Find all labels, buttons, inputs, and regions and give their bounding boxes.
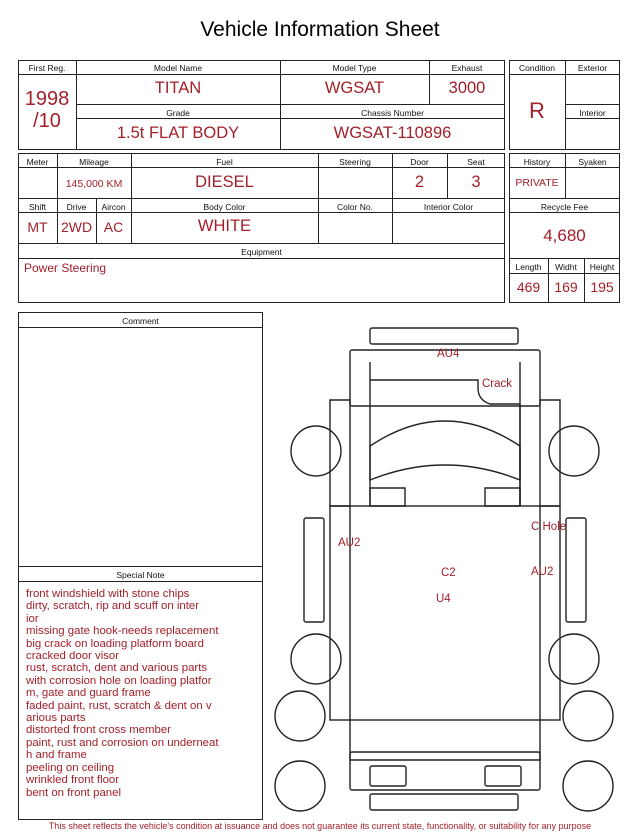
recycle-fee-value: 4,680: [543, 226, 586, 245]
height-label: Height: [589, 262, 615, 272]
chassis-number-label: Chassis Number: [361, 108, 424, 118]
special-note-line: distorted front cross member: [26, 724, 171, 737]
seat-label: Seat: [467, 157, 485, 167]
special-note-list: [26, 588, 219, 799]
steering-label: Steering: [339, 157, 371, 167]
special-note-line: with corrosion hole on loading platfor: [26, 674, 212, 687]
special-note-line: m, gate and guard frame: [26, 687, 151, 700]
special-note-line: h and frame: [26, 749, 87, 762]
shift-value: MT: [27, 219, 48, 235]
shift-label: Shift: [28, 202, 46, 212]
special-note-line: faded paint, rust, scratch & dent on v: [26, 699, 212, 712]
color-no-label: Color No.: [337, 202, 373, 212]
grade-value: 1.5t FLAT BODY: [116, 124, 240, 142]
exterior-label: Exterior: [577, 63, 608, 73]
special-note-label: Special Note: [116, 570, 165, 580]
rear-right-light: [485, 766, 521, 786]
first-reg-year: 1998: [24, 88, 70, 110]
mark-au2-left: AU2: [338, 537, 361, 549]
special-note-line: bent on front panel: [26, 786, 121, 799]
equipment-label: Equipment: [241, 247, 282, 257]
drive-value: 2WD: [60, 219, 93, 235]
special-note-line: big crack on loading platform board: [26, 637, 204, 650]
fuel-value: DIESEL: [195, 173, 254, 191]
page-title: Vehicle Information Sheet: [200, 18, 440, 41]
rear-bumper: [370, 794, 518, 810]
mark-c2: C2: [441, 567, 456, 579]
special-note-line: cracked door visor: [26, 650, 120, 663]
special-note-line: missing gate hook-needs replacement: [26, 625, 219, 638]
syaken-label: Syaken: [578, 157, 607, 167]
model-type-value: WGSAT: [324, 79, 385, 97]
disclaimer-footer: This sheet reflects the vehicle's condition at issuance and does not guarantee its current state, functionality, or suitability for any purpose: [48, 821, 592, 831]
mark-u4: U4: [436, 593, 451, 605]
door-label: Door: [410, 157, 429, 167]
spare-right-wheel: [563, 761, 613, 811]
windshield: [370, 421, 520, 480]
mileage-label: Mileage: [79, 157, 109, 167]
width-label: Widht: [555, 262, 577, 272]
right-door: [540, 400, 560, 506]
cab-right-edge: [370, 380, 520, 506]
model-type-label: Model Type: [332, 63, 377, 73]
spare-left-wheel: [275, 761, 325, 811]
chassis-number-value: WGSAT-110896: [333, 124, 452, 142]
first-reg-label: First Reg.: [28, 63, 66, 73]
first-reg-month: /10: [33, 110, 61, 132]
interior-color-label: Interior Color: [423, 202, 474, 212]
cab-left-step: [370, 488, 405, 506]
mileage-value: 145,000 KM: [65, 178, 123, 190]
right-side-panel: [566, 518, 586, 622]
door-value: 2: [414, 173, 425, 191]
rear-right-outer-wheel: [563, 691, 613, 741]
rear-gate: [350, 720, 540, 760]
special-note-line: arious parts: [26, 712, 86, 725]
equipment-value: Power Steering: [24, 261, 107, 275]
exhaust-value: 3000: [448, 79, 486, 97]
special-note-line: front windshield with stone chips: [26, 588, 190, 600]
interior-label: Interior: [579, 108, 606, 118]
grade-label: Grade: [166, 108, 190, 118]
comment-label: Comment: [122, 316, 159, 326]
length-label: Length: [515, 262, 542, 272]
mark-au4: AU4: [437, 348, 460, 360]
recycle-fee-label: Recycle Fee: [540, 202, 589, 212]
model-name-label: Model Name: [153, 63, 203, 73]
front-left-wheel: [291, 426, 341, 476]
length-value: 469: [516, 279, 541, 295]
rear-left-wheel: [291, 634, 341, 684]
special-note-line: paint, rust and corrosion on underneat: [26, 736, 219, 749]
meter-label: Meter: [26, 157, 49, 167]
special-note-line: dirty, scratch, rip and scuff on inter: [26, 600, 200, 613]
cab-right-step: [485, 488, 520, 506]
left-door: [330, 400, 350, 506]
drive-label: Drive: [66, 202, 87, 212]
history-value: PRIVATE: [515, 177, 559, 189]
front-bumper: [370, 328, 518, 344]
fuel-label: Fuel: [216, 157, 233, 167]
aircon-label: Aircon: [101, 202, 126, 212]
cargo-bed: [330, 506, 560, 720]
rear-left-light: [370, 766, 406, 786]
width-value: 169: [554, 279, 578, 295]
special-note-line: wrinkled front floor: [26, 774, 120, 787]
rear-frame: [350, 752, 540, 790]
seat-value: 3: [471, 173, 481, 191]
body-color-label: Body Color: [203, 202, 246, 212]
height-value: 195: [590, 279, 614, 295]
body-color-value: WHITE: [197, 217, 252, 235]
special-note-line: rust, scratch, dent and various parts: [26, 662, 208, 675]
special-note-line: ior: [26, 612, 39, 625]
rear-right-wheel: [549, 634, 599, 684]
rear-left-outer-wheel: [275, 691, 325, 741]
aircon-value: AC: [103, 219, 124, 235]
front-right-wheel: [549, 426, 599, 476]
mark-au2-right: AU2: [531, 566, 554, 578]
exhaust-label: Exhaust: [451, 63, 483, 73]
left-side-panel: [304, 518, 324, 622]
special-note-line: peeling on ceiling: [26, 761, 115, 774]
mark-crack: Crack: [482, 378, 513, 390]
condition-grade: R: [529, 98, 545, 123]
condition-label: Condition: [519, 63, 555, 73]
model-name-value: TITAN: [154, 79, 202, 97]
history-label: History: [523, 157, 551, 167]
mark-c-hole: C Hole: [531, 521, 567, 533]
